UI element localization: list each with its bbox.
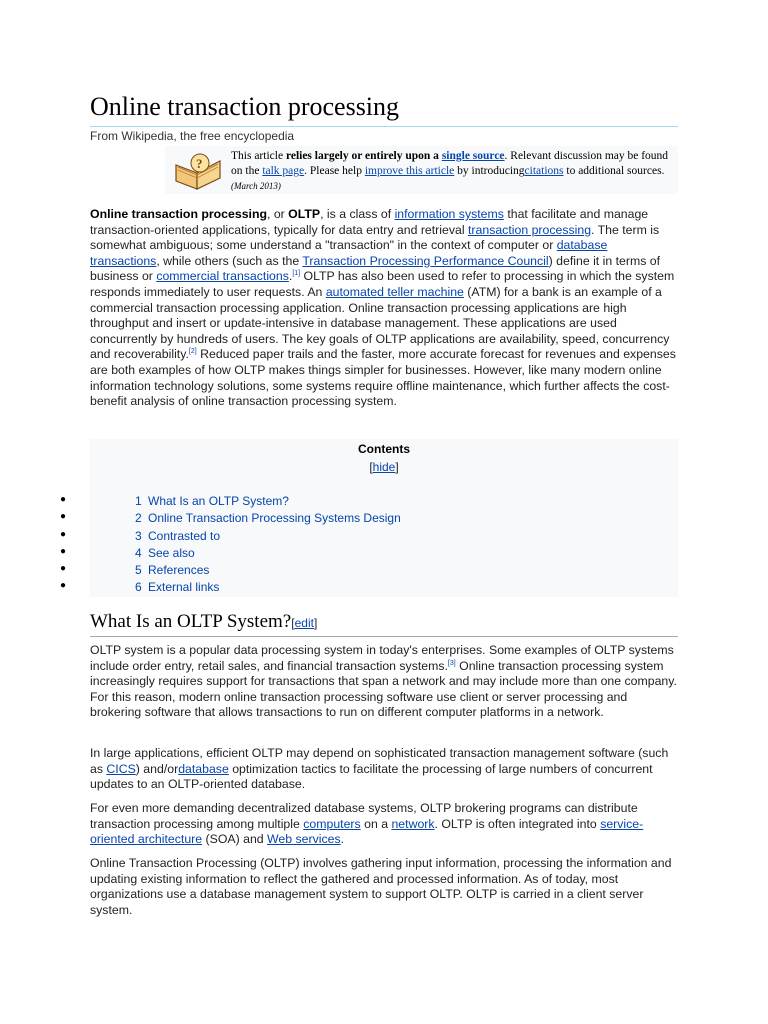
section-edit: [edit]	[291, 616, 318, 630]
improve-article-link[interactable]: improve this article	[364, 165, 455, 177]
bullet-icon: ●	[60, 494, 67, 505]
talk-page-link[interactable]: talk page	[262, 165, 305, 177]
notice-text: This article relies largely or entirely upon a single source. Relevant discussion may be found on the talk page. Please help improve this article by introducingcitations to additional sources. (March 2013)	[231, 150, 669, 191]
information-systems-link[interactable]: information systems	[394, 207, 504, 221]
computers-link[interactable]: computers	[303, 816, 361, 831]
bullet-icon: ●	[60, 528, 67, 540]
toc-hide-link[interactable]: hide	[372, 460, 396, 474]
toc-hide-toggle: [hide]	[369, 460, 399, 474]
toc-title: Contents	[358, 442, 410, 456]
source-notice-box	[165, 146, 678, 194]
bullet-icon: ●	[60, 563, 67, 575]
book-question-icon	[173, 151, 223, 191]
soa-link[interactable]: service-oriented architecture	[90, 816, 644, 847]
section-paragraph-4: Online Transaction Processing (OLTP) involves gathering input information, processing the information and updating existing information to reflect the gathered and processed information. As of today, most organizations use a database management system to support OLTP. OLTP is carried in a client server system.	[90, 856, 672, 917]
bullet-icon: ●	[60, 511, 67, 523]
database-link[interactable]: database	[178, 761, 229, 776]
notice-date: (March 2013)	[231, 181, 281, 191]
reference-1[interactable]: [1]	[292, 270, 301, 278]
intro-paragraph: Online transaction processing, or OLTP, is a class of information systems that facilitate and manage transaction-oriented applications, typically for data entry and retrieval transaction processing. The term is somewhat ambiguous; some understand a "transaction" in the context of computer or database transactions, while others (such as the Transaction Processing Performance Council) define it in terms of business or commercial transactions.[1] OLTP has also been used to refer to processing in which the system responds immediately to user requests. An automated teller machine (ATM) for a bank is an example of a commercial transaction processing application. Online transaction processing applications are high throughput and insert or update-intensive in database management. These applications are used concurrently by hundreds of users. The key goals of OLTP applications are availability, speed, concurrency and recoverability.[2] Reduced paper trails and the faster, more accurate forecast for revenues and expenses are both examples of how OLTP makes things simpler for businesses. However, like many modern online information technology solutions, some systems require offline maintenance, which further affects the cost-benefit analysis of online transaction processing system.	[90, 207, 676, 409]
section-paragraph-3: For even more demanding decentralized database systems, OLTP brokering programs can distribute transaction processing among multiple computers on a network. OLTP is often integrated into service-oriented architecture (SOA) and Web services.	[90, 801, 644, 847]
citations-link[interactable]: citations	[524, 165, 564, 177]
bullet-icon: ●	[60, 545, 67, 557]
svg-text:?: ?	[196, 156, 203, 171]
section-paragraph-1: OLTP system is a popular data processing system in today's enterprises. Some examples of OLTP systems include order entry, retail sales, and financial transaction systems.[3] Online transaction processing system increasingly requires support for transactions that span a network and may include more than one company. For this reason, modern online transaction processing software use client or server processing and brokering software that allows transactions to run on different computer platforms in a network.	[90, 643, 677, 720]
section-edit-link[interactable]: edit	[294, 616, 314, 630]
page-title: Online transaction processing	[90, 92, 678, 127]
cics-link[interactable]: CICS	[106, 761, 136, 776]
table-of-contents: Contents [hide] ● 1 What Is an OLTP System? ● 2 Online Transaction Processing Systems Design ● 3 Contrasted to ● 4 See also ● 5 References ● 6 External links	[90, 439, 678, 597]
single-source-link[interactable]: single source	[441, 150, 505, 162]
bullet-icon: ●	[60, 580, 67, 592]
web-services-link[interactable]: Web services	[267, 832, 341, 847]
database-transactions-link[interactable]: database transactions	[90, 238, 608, 268]
atm-link[interactable]: automated teller machine	[325, 284, 464, 299]
section-heading: What Is an OLTP System?[edit]	[90, 611, 678, 637]
tpc-link[interactable]: Transaction Processing Performance Council	[302, 253, 549, 268]
commercial-transactions-link[interactable]: commercial transactions	[156, 269, 289, 284]
section-paragraph-2: In large applications, efficient OLTP may depend on sophisticated transaction management software (such as CICS) and/ordatabase optimization tactics to facilitate the processing of large numbers of concurrent updates to an OLTP-oriented database.	[90, 746, 669, 792]
transaction-processing-link[interactable]: transaction processing	[468, 222, 592, 237]
reference-3[interactable]: [3]	[447, 659, 456, 667]
network-link[interactable]: network	[391, 816, 435, 831]
reference-2[interactable]: [2]	[188, 348, 197, 356]
tagline: From Wikipedia, the free encyclopedia	[90, 129, 295, 143]
